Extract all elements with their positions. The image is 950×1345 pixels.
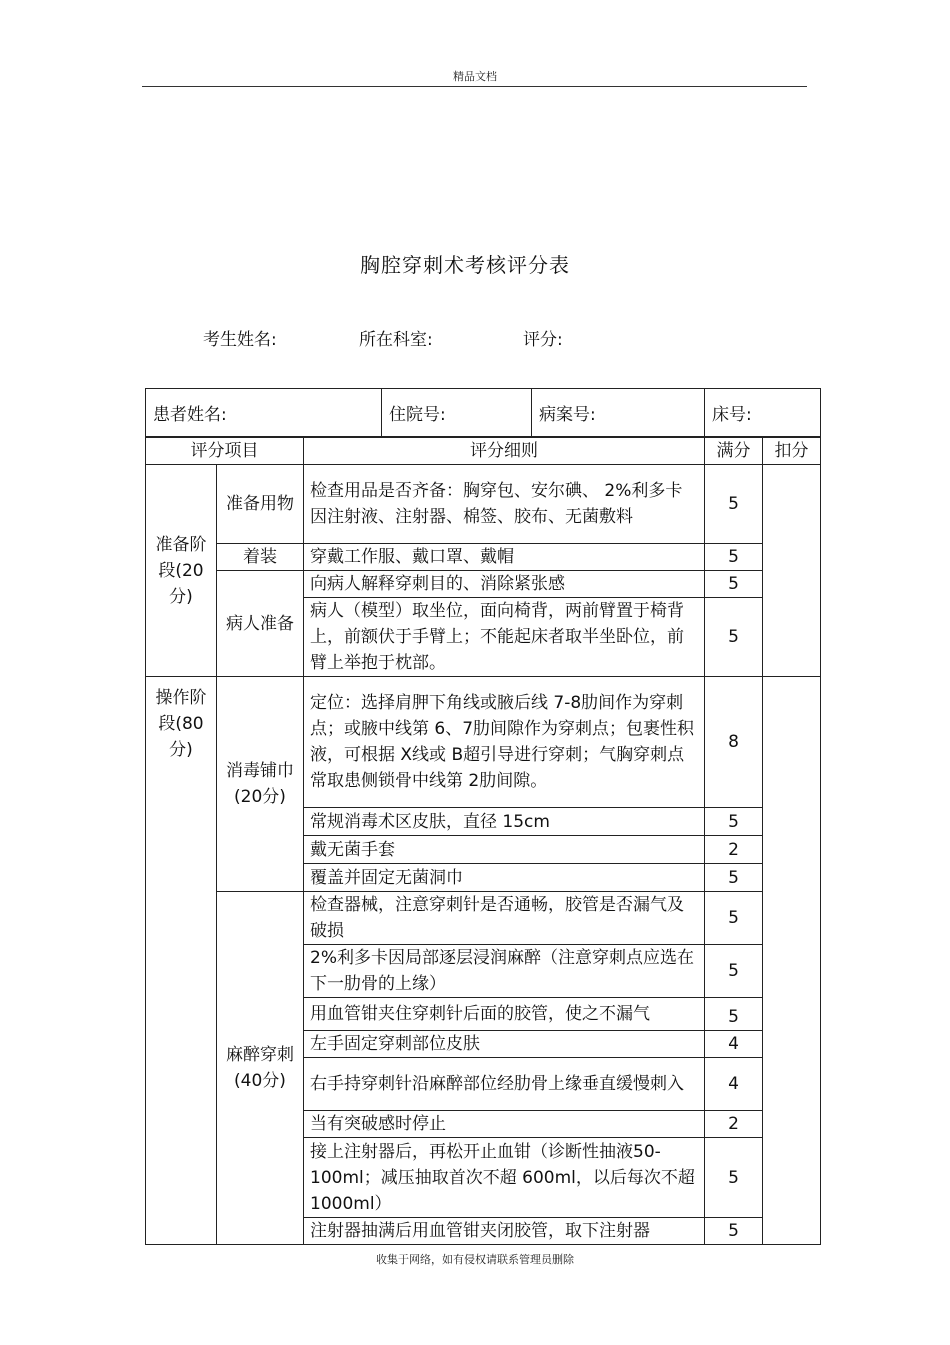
col-header-full-score: 满分: [705, 438, 763, 465]
deduct-cell-op[interactable]: [763, 677, 821, 1245]
header-divider: [142, 86, 807, 87]
scoring-table: [145, 437, 821, 1245]
bed-number-label: 床号:: [712, 405, 752, 425]
table-row: 左手固定穿刺部位皮肤: [304, 1031, 705, 1058]
table-row: 当有突破感时停止: [304, 1111, 705, 1138]
row-full-score: 5: [705, 892, 763, 945]
sub-supplies-label: 准备用物: [217, 465, 304, 544]
row-full-score: 5: [705, 544, 763, 571]
stage-op-label: 操作阶段(80分): [146, 677, 217, 1245]
bed-number-cell[interactable]: [705, 389, 821, 437]
row-full-score: 5: [705, 1218, 763, 1245]
patient-info-table: [145, 388, 821, 437]
row-full-score: 5: [705, 864, 763, 892]
row-full-score: 8: [705, 677, 763, 808]
table-row: 检查用品是否齐备：胸穿包、安尔碘、 2%利多卡因注射液、注射器、棉签、胶布、无菌敷料: [304, 465, 705, 544]
row-full-score: 5: [705, 1138, 763, 1218]
table-row: 覆盖并固定无菌洞巾: [304, 864, 705, 892]
patient-name-label: 患者姓名:: [153, 405, 227, 425]
table-row: 用血管钳夹住穿刺针后面的胶管，使之不漏气: [304, 998, 705, 1031]
admission-number-cell[interactable]: [382, 389, 532, 437]
patient-name-cell[interactable]: [146, 389, 382, 437]
page-header-text: 精品文档: [453, 70, 497, 83]
deduct-cell-prep[interactable]: [763, 465, 821, 677]
admission-number-label: 住院号:: [389, 405, 446, 425]
row-full-score: 5: [705, 571, 763, 598]
form-title: 胸腔穿刺术考核评分表: [360, 253, 570, 277]
row-full-score: 5: [705, 465, 763, 544]
table-row: 检查器械，注意穿刺针是否通畅，胶管是否漏气及破损: [304, 892, 705, 945]
table-row: 穿戴工作服、戴口罩、戴帽: [304, 544, 705, 571]
case-number-cell[interactable]: [532, 389, 705, 437]
sub-patient-label: 病人准备: [217, 571, 304, 677]
row-full-score: 5: [705, 998, 763, 1031]
department-label: 所在科室:: [359, 330, 433, 350]
table-row: 右手持穿刺针沿麻醉部位经肋骨上缘垂直缓慢刺入: [304, 1058, 705, 1111]
row-full-score: 4: [705, 1058, 763, 1111]
case-number-label: 病案号:: [539, 405, 596, 425]
row-full-score: 2: [705, 1111, 763, 1138]
page-footer-text: 收集于网络，如有侵权请联系管理员删除: [376, 1253, 574, 1266]
row-full-score: 4: [705, 1031, 763, 1058]
sub-disinfect-label: 消毒铺巾 (20分): [217, 677, 304, 892]
table-row: 常规消毒术区皮肤，直径 15cm: [304, 808, 705, 836]
row-full-score: 5: [705, 945, 763, 998]
table-row: 戴无菌手套: [304, 836, 705, 864]
col-header-item: 评分项目: [146, 438, 304, 465]
table-row: 向病人解释穿刺目的、消除紧张感: [304, 571, 705, 598]
table-row: 定位：选择肩胛下角线或腋后线 7-8肋间作为穿刺点；或腋中线第 6、7肋间隙作为穿刺点；包裹性积液，可根据 X线或 B超引导进行穿刺；气胸穿刺点常取患侧锁骨中线第 2肋间隙。: [304, 677, 705, 808]
col-header-detail: 评分细则: [304, 438, 705, 465]
col-header-deduct: 扣分: [763, 438, 821, 465]
row-full-score: 5: [705, 808, 763, 836]
sub-dress-label: 着装: [217, 544, 304, 571]
table-row: 病人（模型）取坐位，面向椅背，两前臂置于椅背上，前额伏于手臂上；不能起床者取半坐卧位，前臂上举抱于枕部。: [304, 598, 705, 677]
sub-anesthesia-label: 麻醉穿刺 (40分): [217, 892, 304, 1245]
row-full-score: 2: [705, 836, 763, 864]
row-full-score: 5: [705, 598, 763, 677]
stage-prep-label: 准备阶段(20分): [146, 465, 217, 677]
table-row: 2%利多卡因局部逐层浸润麻醉（注意穿刺点应选在下一肋骨的上缘）: [304, 945, 705, 998]
examinee-name-label: 考生姓名:: [203, 330, 277, 350]
score-label: 评分:: [523, 330, 563, 350]
table-row: 注射器抽满后用血管钳夹闭胶管，取下注射器: [304, 1218, 705, 1245]
table-row: 接上注射器后，再松开止血钳（诊断性抽液50-100ml；减压抽取首次不超 600ml，以后每次不超 1000ml）: [304, 1138, 705, 1218]
